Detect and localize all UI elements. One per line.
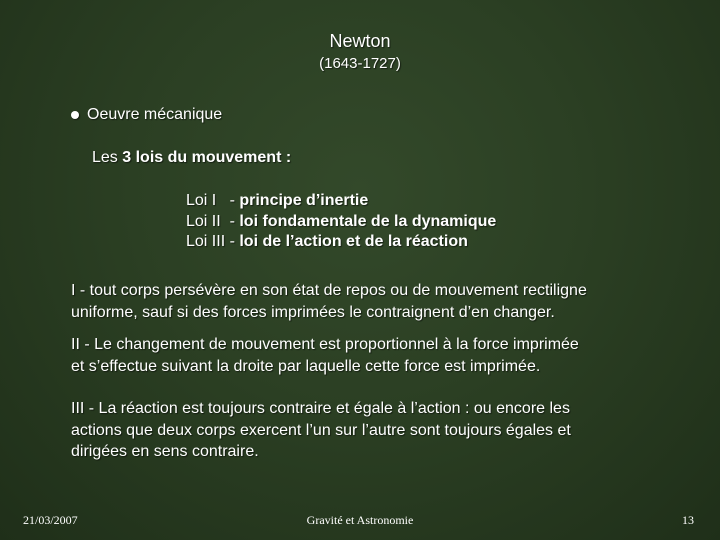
law-text: loi de l’action et de la réaction — [239, 233, 468, 250]
laws-list — [186, 191, 496, 253]
footer-date: 21/03/2007 — [23, 513, 78, 527]
slide-dates: (1643-1727) — [319, 55, 401, 72]
bullet-text: Oeuvre mécanique — [87, 106, 223, 123]
paragraph-line: III - La réaction est toujours contraire et égale à l’action : ou encore les — [71, 400, 570, 417]
law-row-3 — [186, 232, 496, 253]
footer-page-number: 13 — [682, 513, 694, 527]
laws-heading-prefix: Les — [92, 149, 123, 166]
paragraph-line: uniforme, sauf si des forces imprimées le contraignent d’en changer. — [71, 303, 555, 321]
slide-title: Newton — [329, 31, 391, 51]
paragraph-line: actions que deux corps exercent l’un sur l’autre sont toujours égales et — [71, 421, 571, 439]
law-label: Loi III - — [186, 233, 240, 250]
paragraph-line: II - Le changement de mouvement est proportionnel à la force imprimée — [71, 336, 579, 353]
laws-heading — [92, 149, 291, 167]
law-text: principe d’inertie — [239, 192, 369, 209]
bullet-dot-icon — [71, 111, 79, 119]
bullet-item — [71, 106, 222, 124]
law-1-paragraph — [71, 280, 587, 323]
law-label: Loi I - — [186, 192, 240, 209]
paragraph-line: dirigées en sens contraire. — [71, 443, 259, 460]
laws-heading-bold: 3 lois du mouvement : — [122, 149, 292, 166]
paragraph-line: I - tout corps persévère en son état de repos ou de mouvement rectiligne — [71, 282, 587, 299]
law-2-paragraph — [71, 334, 579, 377]
law-label: Loi II - — [186, 212, 240, 230]
law-row-1 — [186, 191, 496, 212]
law-text: loi fondamentale de la dynamique — [239, 212, 497, 230]
paragraph-line: et s’effectue suivant la droite par laquelle cette force est imprimée. — [71, 357, 541, 375]
law-row-2 — [186, 212, 496, 233]
law-3-paragraph — [71, 398, 571, 463]
footer-title: Gravité et Astronomie — [306, 513, 414, 527]
